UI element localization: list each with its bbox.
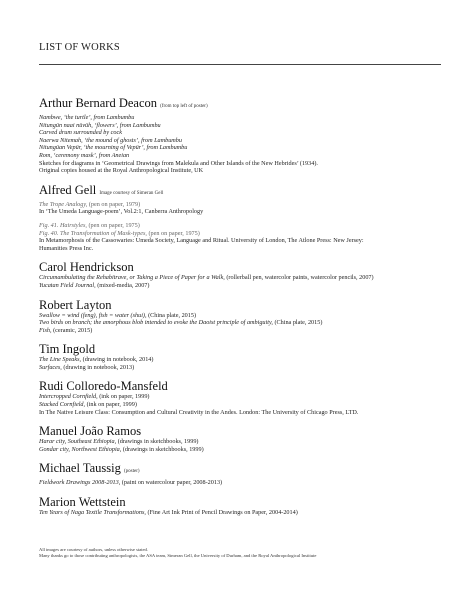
work-line	[39, 438, 441, 446]
work-title: Nitungüan Vepür, ‘the mourning of Vepür’, from Lambumbu	[39, 144, 188, 152]
artist-entry	[39, 495, 441, 517]
work-line	[39, 237, 441, 245]
work-details: (mixed-media, 2007)	[95, 281, 150, 289]
work-details: (pen on paper, 1975)	[146, 229, 200, 237]
artist-entry	[39, 379, 441, 416]
artist-name: Marion Wettstein	[39, 495, 126, 510]
work-details: (drawing in notebook, 2013)	[61, 363, 135, 371]
work-title: Yucatan Field Journal,	[39, 281, 96, 289]
work-line	[39, 509, 441, 517]
work-details: (drawings in sketchbooks, 1999)	[121, 445, 204, 453]
work-title: Nitungün naai nüvüh, ‘flowers’, from Lambumbu	[39, 121, 161, 129]
work-line	[39, 230, 441, 238]
work-line	[39, 319, 441, 327]
work-line	[39, 114, 441, 122]
work-details: In Metamorphosis of the Cassowaries: Umeda Society, Language and Ritual. University of London, The Atlone Press: New Jersey:	[39, 237, 364, 245]
work-title: Ten Years of Naga Textile Transformations,	[39, 509, 146, 517]
work-details: Sketches for diagrams in ‘Geometrical Drawings from Malekula and Other Islands of the New Hebrides’ (1934).	[39, 159, 318, 167]
work-title: Nambwe, ‘the turtle’, from Lambumbu	[39, 114, 135, 121]
work-details: (drawings in sketchbooks, 1999)	[116, 438, 199, 446]
artist-name-row	[39, 342, 441, 356]
work-details: (pen on paper, 1975)	[86, 221, 140, 229]
artist-name-row	[39, 461, 441, 479]
work-title: Surfaces,	[39, 363, 62, 371]
work-details: (China plate, 2015)	[146, 311, 197, 319]
work-details: (China plate, 2015)	[272, 319, 323, 327]
artist-credit: Image courtesy of Simeran Gell	[99, 190, 164, 196]
artist-credit: (poster)	[124, 469, 140, 475]
artist-name-row	[39, 379, 441, 393]
artist-name: Rudi Colloredo-Mansfeld	[39, 379, 168, 394]
work-line	[39, 137, 441, 145]
work-line	[39, 222, 441, 230]
artist-entry	[39, 298, 441, 335]
work-details: (Fine Art Ink Print of Pencil Drawings on Paper, 2004-2014)	[145, 509, 298, 517]
artist-name: Carol Hendrickson	[39, 260, 134, 275]
work-details: (rollerball pen, watercolor paints, watercolor pencils, 2007)	[224, 274, 374, 282]
work-title: Stacked Cornfield,	[39, 401, 86, 409]
artist-name-row	[39, 298, 441, 312]
work-line	[39, 327, 441, 335]
works-list	[39, 96, 441, 525]
page-heading: LIST OF WORKS	[39, 42, 120, 53]
artist-name-row	[39, 260, 441, 274]
work-line	[39, 144, 441, 152]
artist-name-row	[39, 96, 441, 114]
work-details: (ink on paper, 1999)	[85, 401, 137, 409]
artist-entry	[39, 96, 441, 175]
work-line	[39, 152, 441, 160]
work-details: In ‘The Umeda Language-poem’, Vol.2:1, Canberra Anthropology	[39, 208, 204, 216]
work-details: (ceramic, 2015)	[51, 326, 93, 334]
work-title: Rom, ‘ceremony mask’, from Aneian	[39, 151, 130, 159]
work-title: Swallow = wind (feng), fish = water (shui),	[39, 311, 147, 319]
footer-notes	[39, 547, 441, 559]
work-title: The Line Speaks,	[39, 356, 82, 364]
footer-line: All images are courtesy of authors, unless otherwise stated.	[39, 547, 148, 552]
work-line	[39, 364, 441, 372]
work-details: (ink on paper, 1999)	[97, 393, 150, 401]
work-title: Gondar city, Northwest Ethiopia,	[39, 445, 122, 453]
work-details: (drawing in notebook, 2014)	[81, 356, 154, 364]
work-title: Fieldwork Drawings 2008-2013,	[39, 479, 121, 487]
work-line	[39, 446, 441, 454]
work-line	[39, 409, 441, 417]
work-line	[39, 356, 441, 364]
work-line	[39, 274, 441, 282]
work-line	[39, 312, 441, 320]
work-details: (pen on paper, 1979)	[87, 200, 141, 208]
work-line	[39, 208, 441, 216]
work-line	[39, 401, 441, 409]
work-details: In The Native Leisure Class: Consumption and Cultural Creativity in the Andes. London: The University of Chicago Press, LTD.	[39, 408, 359, 416]
work-details: (paint on watercolour paper, 2008-2013)	[120, 479, 223, 487]
work-title: Harar city, Southeast Ethiopia,	[39, 438, 117, 446]
artist-entry	[39, 342, 441, 371]
artist-entry	[39, 424, 441, 453]
heading-divider	[39, 64, 441, 65]
artist-name-row	[39, 495, 441, 509]
work-title: Circumambulating the Rehabitrave, or Taking a Piece of Paper for a Walk,	[39, 274, 225, 282]
artist-name-row	[39, 183, 441, 201]
artist-entry	[39, 260, 441, 289]
work-line	[39, 160, 441, 168]
work-title: Fig. 40. The Transformation of Mask-types,	[39, 229, 147, 237]
artist-name: Tim Ingold	[39, 342, 96, 357]
work-line	[39, 479, 441, 487]
footer-line: Many thanks go to those contributing anthropologists, the ASA team, Simeran Gell, the University of Durham, and the Royal Anthropological Institute	[39, 553, 317, 558]
work-line	[39, 282, 441, 290]
artist-name: Arthur Bernard Deacon	[39, 96, 158, 110]
work-title: Two birds on branch; the amorphous blob intended to evoke the Daoist principle of ambiguity,	[39, 319, 273, 327]
artist-entry	[39, 461, 441, 487]
artist-credit: (from top left of poster)	[160, 104, 208, 109]
work-title: Naerwa Nitemah, ‘the mound of ghosts’, from Lambumbu	[39, 136, 182, 144]
artist-name-row	[39, 424, 441, 438]
work-title: Carved drum surrounded by cock	[39, 129, 122, 137]
work-line	[39, 167, 441, 175]
work-line	[39, 201, 441, 209]
work-line	[39, 245, 441, 253]
work-title: Fish,	[39, 326, 52, 334]
work-title: Intercropped Cornfield,	[39, 393, 98, 401]
artist-name: Robert Layton	[39, 297, 112, 312]
work-line	[39, 129, 441, 137]
work-title: Fig. 41. Hairstyles,	[39, 221, 87, 229]
artist-name: Alfred Gell	[39, 182, 97, 197]
work-details: Original copies housed at the Royal Anthropological Institute, UK	[39, 167, 204, 175]
artist-name: Michael Taussig	[39, 461, 121, 476]
artist-name: Manuel João Ramos	[39, 424, 142, 439]
work-line	[39, 393, 441, 401]
work-line	[39, 122, 441, 130]
work-details: Humanities Press Inc.	[39, 244, 94, 252]
work-title: The Trope Analogy,	[39, 200, 88, 208]
artist-entry	[39, 183, 441, 253]
